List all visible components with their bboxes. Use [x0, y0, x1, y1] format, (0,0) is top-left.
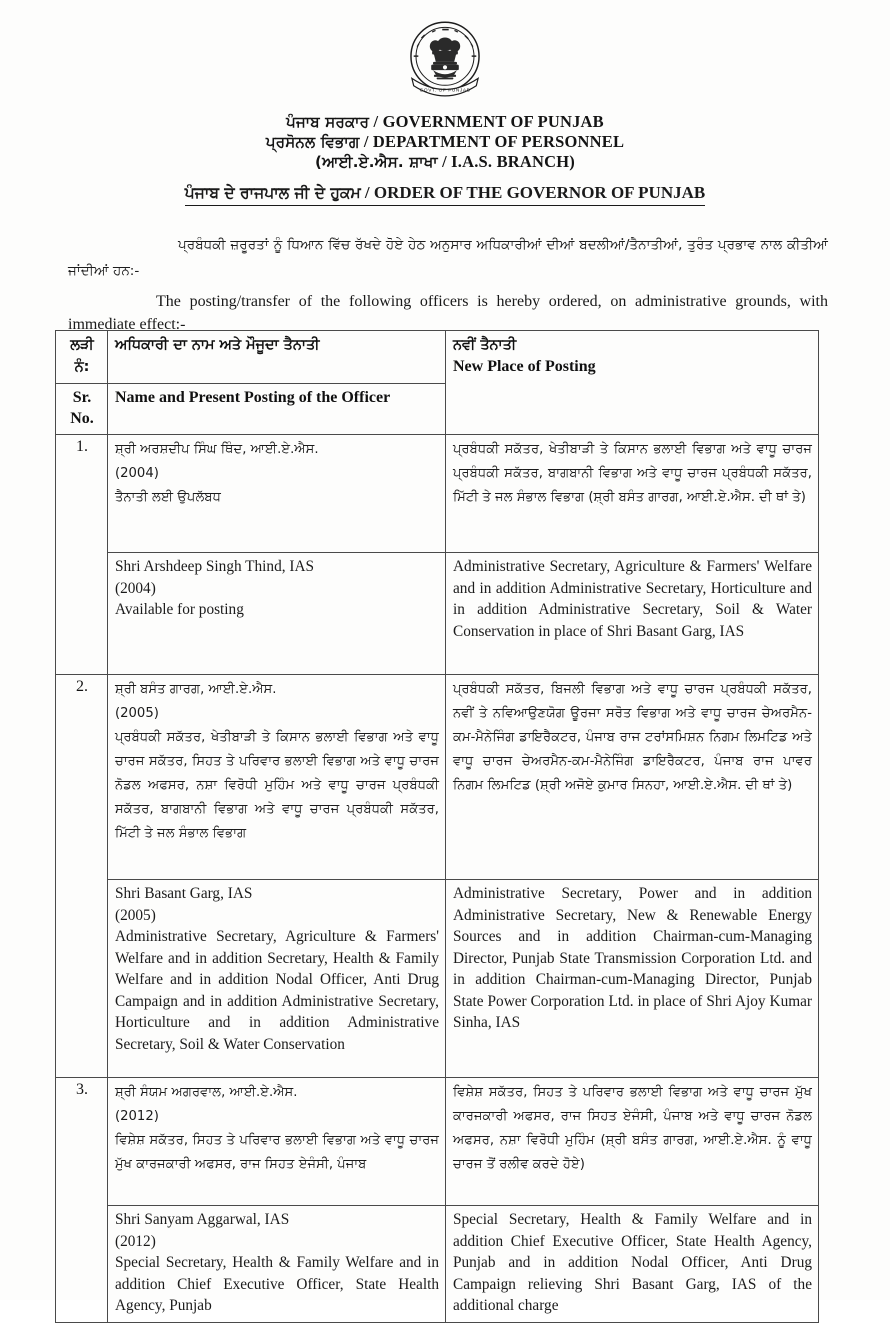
row-2-present-detail-english: Administrative Secretary, Agriculture & Farmers' Welfare and in addition Secretary, Health & Family Welfare and in addition Nodal Officer, Anti Drug Campaign and in addition Administrative Secretary, Horticulture and in addition Administrative Secretary, Soil & Water Conservation	[115, 928, 439, 1053]
government-of-punjab-emblem-icon	[399, 14, 491, 106]
table-row	[56, 1078, 819, 1206]
svg-text:GOVT. OF PUNJAB: GOVT. OF PUNJAB	[419, 88, 471, 94]
table-row	[56, 675, 819, 880]
header-government-english: / GOVERNMENT OF PUNJAB	[373, 112, 604, 131]
row-3-serial: 3.	[56, 1078, 108, 1323]
order-title-punjabi: ਪੰਜਾਬ ਦੇ ਰਾਜਪਾਲ ਜੀ ਦੇ ਹੁਕਮ	[184, 184, 361, 202]
header-government-punjabi: ਪੰਜਾਬ ਸਰਕਾਰ	[286, 113, 370, 131]
header-branch-punjabi: (ਆਈ.ਏ.ਐਸ. ਸ਼ਾਖਾ	[315, 153, 438, 171]
row-1-batch-year-english: (2004)	[115, 579, 156, 597]
header-newposting	[446, 331, 819, 435]
row-2-batch-year-english: (2005)	[115, 906, 156, 924]
header-sr-punjabi: ਲੜੀ ਨੰ:	[56, 331, 108, 384]
row-1-new-posting-english: Administrative Secretary, Agriculture & Farmers' Welfare and in addition Administrative Secretary, Horticulture and in addition Administrative Secretary, Soil & Water Conservation in place of Shri Basant Garg, IAS	[446, 553, 819, 675]
header-department-punjabi: ਪ੍ਰਸੋਨਲ ਵਿਭਾਗ	[265, 133, 360, 151]
row-2-officer-name-punjabi: ਸ਼੍ਰੀ ਬਸੰਤ ਗਾਰਗ, ਆਈ.ਏ.ਐਸ.	[115, 682, 277, 697]
row-1-serial: 1.	[56, 435, 108, 675]
order-title-english: / ORDER OF THE GOVERNOR OF PUNJAB	[364, 183, 706, 202]
row-2-serial: 2.	[56, 675, 108, 1078]
header-name-english: Name and Present Posting of the Officer	[108, 384, 446, 435]
header-line-department	[0, 132, 890, 152]
header-department-english: / DEPARTMENT OF PERSONNEL	[363, 132, 625, 151]
transfer-orders-table	[55, 330, 819, 1323]
intro-paragraph-english: The posting/transfer of the following officers is hereby ordered, on administrative grounds, with immediate effect:-	[68, 293, 828, 333]
intro-paragraph-punjabi: ਪ੍ਰਬੰਧਕੀ ਜ਼ਰੂਰਤਾਂ ਨੂੰ ਧਿਆਨ ਵਿੱਚ ਰੱਖਦੇ ਹੋਏ ਹੇਠ ਅਨੁਸਾਰ ਅਧਿਕਾਰੀਆਂ ਦੀਆਂ ਬਦਲੀਆਂ/ਤੈਨਾਤੀਆਂ, ਤੁਰੰਤ ਪ੍ਰਭਾਵ ਨਾਲ ਕੀਤੀਆਂ ਜਾਂਦੀਆਂ ਹਨ:-	[68, 237, 828, 279]
row-3-present-detail-english: Special Secretary, Health & Family Welfare and in addition Chief Executive Officer, State Health Agency, Punjab	[115, 1254, 439, 1314]
state-emblem-container	[0, 14, 890, 106]
order-title	[185, 182, 705, 206]
table-row	[56, 553, 819, 675]
header-line-government	[0, 112, 890, 132]
row-3-officer-name-english: Shri Sanyam Aggarwal, IAS	[115, 1211, 290, 1228]
row-3-present-posting-english	[108, 1206, 446, 1323]
row-1-present-status-punjabi: ਤੈਨਾਤੀ ਲਈ ਉਪਲੱਬਧ	[115, 490, 221, 505]
row-2-present-posting-english	[108, 880, 446, 1078]
header-line-branch	[0, 152, 890, 172]
row-1-present-posting-punjabi	[108, 435, 446, 553]
row-1-new-posting-punjabi: ਪ੍ਰਬੰਧਕੀ ਸਕੱਤਰ, ਖੇਤੀਬਾੜੀ ਤੇ ਕਿਸਾਨ ਭਲਾਈ ਵਿਭਾਗ ਅਤੇ ਵਾਧੂ ਚਾਰਜ ਪ੍ਰਬੰਧਕੀ ਸਕੱਤਰ, ਬਾਗਬਾਨੀ ਵਿਭਾਗ ਅਤੇ ਵਾਧੂ ਚਾਰਜ ਪ੍ਰਬੰਧਕੀ ਸਕੱਤਰ, ਮਿੱਟੀ ਤੇ ਜਲ ਸੰਭਾਲ ਵਿਭਾਗ (ਸ਼੍ਰੀ ਬਸੰਤ ਗਾਰਗ, ਆਈ.ਏ.ਐਸ. ਦੀ ਥਾਂ ਤੇ)	[446, 435, 819, 553]
table-header-row-punjabi	[56, 331, 819, 384]
document-header	[0, 112, 890, 206]
row-2-present-posting-punjabi	[108, 675, 446, 880]
row-2-present-detail-punjabi: ਪ੍ਰਬੰਧਕੀ ਸਕੱਤਰ, ਖੇਤੀਬਾੜੀ ਤੇ ਕਿਸਾਨ ਭਲਾਈ ਵਿਭਾਗ ਅਤੇ ਵਾਧੂ ਚਾਰਜ ਸਕੱਤਰ, ਸਿਹਤ ਤੇ ਪਰਿਵਾਰ ਭਲਾਈ ਵਿਭਾਗ ਅਤੇ ਵਾਧੂ ਚਾਰਜ ਨੋਡਲ ਅਫਸਰ, ਨਸ਼ਾ ਵਿਰੋਧੀ ਮੁਹਿੰਮ ਅਤੇ ਵਾਧੂ ਚਾਰਜ ਪ੍ਰਬੰਧਕੀ ਸਕੱਤਰ, ਬਾਗਬਾਨੀ ਵਿਭਾਗ ਅਤੇ ਵਾਧੂ ਚਾਰਜ ਪ੍ਰਬੰਧਕੀ ਸਕੱਤਰ, ਮਿੱਟੀ ਤੇ ਜਲ ਸੰਭਾਲ ਵਿਭਾਗ	[115, 730, 439, 841]
row-1-officer-name-english: Shri Arshdeep Singh Thind, IAS	[115, 558, 315, 575]
row-1-officer-name-punjabi: ਸ਼੍ਰੀ ਅਰਸ਼ਦੀਪ ਸਿੰਘ ਥਿੰਦ, ਆਈ.ਏ.ਐਸ.	[115, 442, 319, 457]
row-3-present-posting-punjabi	[108, 1078, 446, 1206]
table-row	[56, 435, 819, 553]
row-2-new-posting-english: Administrative Secretary, Power and in addition Administrative Secretary, New & Renewable Energy Sources and in addition Chairman-cum-Managing Director, Punjab State Transmission Corporation Ltd. and in addition Chairman-cum-Managing Director, Punjab State Power Corporation Ltd. in place of Shri Ajoy Kumar Sinha, IAS	[446, 880, 819, 1078]
row-3-batch-year-punjabi: (2012)	[115, 1109, 159, 1124]
row-1-present-status-english: Available for posting	[115, 601, 244, 618]
table-row	[56, 880, 819, 1078]
header-newposting-english: New Place of Posting	[453, 358, 596, 375]
row-1-batch-year-punjabi: (2004)	[115, 466, 159, 481]
header-newposting-punjabi: ਨਵੀਂ ਤੈਨਾਤੀ	[453, 337, 517, 353]
row-1-present-posting-english	[108, 553, 446, 675]
row-3-present-detail-punjabi: ਵਿਸ਼ੇਸ਼ ਸਕੱਤਰ, ਸਿਹਤ ਤੇ ਪਰਿਵਾਰ ਭਲਾਈ ਵਿਭਾਗ ਅਤੇ ਵਾਧੂ ਚਾਰਜ ਮੁੱਖ ਕਾਰਜਕਾਰੀ ਅਫਸਰ, ਰਾਜ ਸਿਹਤ ਏਜੰਸੀ, ਪੰਜਾਬ	[115, 1133, 439, 1172]
row-3-new-posting-punjabi: ਵਿਸ਼ੇਸ਼ ਸਕੱਤਰ, ਸਿਹਤ ਤੇ ਪਰਿਵਾਰ ਭਲਾਈ ਵਿਭਾਗ ਅਤੇ ਵਾਧੂ ਚਾਰਜ ਮੁੱਖ ਕਾਰਜਕਾਰੀ ਅਫਸਰ, ਰਾਜ ਸਿਹਤ ਏਜੰਸੀ, ਪੰਜਾਬ ਅਤੇ ਵਾਧੂ ਚਾਰਜ ਨੋਡਲ ਅਫਸਰ, ਨਸ਼ਾ ਵਿਰੋਧੀ ਮੁਹਿੰਮ (ਸ਼੍ਰੀ ਬਸੰਤ ਗਾਰਗ, ਆਈ.ਏ.ਐਸ. ਨੂੰ ਵਾਧੂ ਚਾਰਜ ਤੋਂ ਰਲੀਵ ਕਰਦੇ ਹੋਏ)	[446, 1078, 819, 1206]
handwritten-margin-annotation	[0, 1078, 115, 1130]
row-2-batch-year-punjabi: (2005)	[115, 706, 159, 721]
table-row	[56, 1206, 819, 1323]
header-name-punjabi: ਅਧਿਕਾਰੀ ਦਾ ਨਾਮ ਅਤੇ ਮੌਜੂਦਾ ਤੈਨਾਤੀ	[108, 331, 446, 384]
row-2-new-posting-punjabi: ਪ੍ਰਬੰਧਕੀ ਸਕੱਤਰ, ਬਿਜਲੀ ਵਿਭਾਗ ਅਤੇ ਵਾਧੂ ਚਾਰਜ ਪ੍ਰਬੰਧਕੀ ਸਕੱਤਰ, ਨਵੀਂ ਤੇ ਨਵਿਆਉਣਯੋਗ ਊਰਜਾ ਸਰੋਤ ਵਿਭਾਗ ਅਤੇ ਵਾਧੂ ਚਾਰਜ ਚੇਅਰਮੈਨ-ਕਮ-ਮੈਨੇਜਿੰਗ ਡਾਇਰੈਕਟਰ, ਪੰਜਾਬ ਰਾਜ ਟਰਾਂਸਮਿਸ਼ਨ ਨਿਗਮ ਲਿਮਟਿਡ ਅਤੇ ਵਾਧੂ ਚਾਰਜ ਚੇਅਰਮੈਨ-ਕਮ-ਮੈਨੇਜਿੰਗ ਡਾਇਰੈਕਟਰ, ਪੰਜਾਬ ਰਾਜ ਪਾਵਰ ਨਿਗਮ ਲਿਮਟਿਡ (ਸ਼੍ਰੀ ਅਜੋਏ ਕੁਮਾਰ ਸਿਨਹਾ, ਆਈ.ਏ.ਐਸ. ਦੀ ਥਾਂ ਤੇ)	[446, 675, 819, 880]
row-3-new-posting-english: Special Secretary, Health & Family Welfare and in addition Chief Executive Officer, State Health Agency, Punjab and in addition Nodal Officer, Anti Drug Campaign relieving Shri Basant Garg, IAS of the additional charge	[446, 1206, 819, 1323]
header-sr-english: Sr. No.	[56, 384, 108, 435]
header-branch-english: / I.A.S. BRANCH)	[442, 152, 575, 171]
row-3-officer-name-punjabi: ਸ਼੍ਰੀ ਸੰਯਮ ਅਗਰਵਾਲ, ਆਈ.ਏ.ਐਸ.	[115, 1085, 298, 1100]
row-2-officer-name-english: Shri Basant Garg, IAS	[115, 885, 253, 902]
row-3-batch-year-english: (2012)	[115, 1232, 156, 1250]
